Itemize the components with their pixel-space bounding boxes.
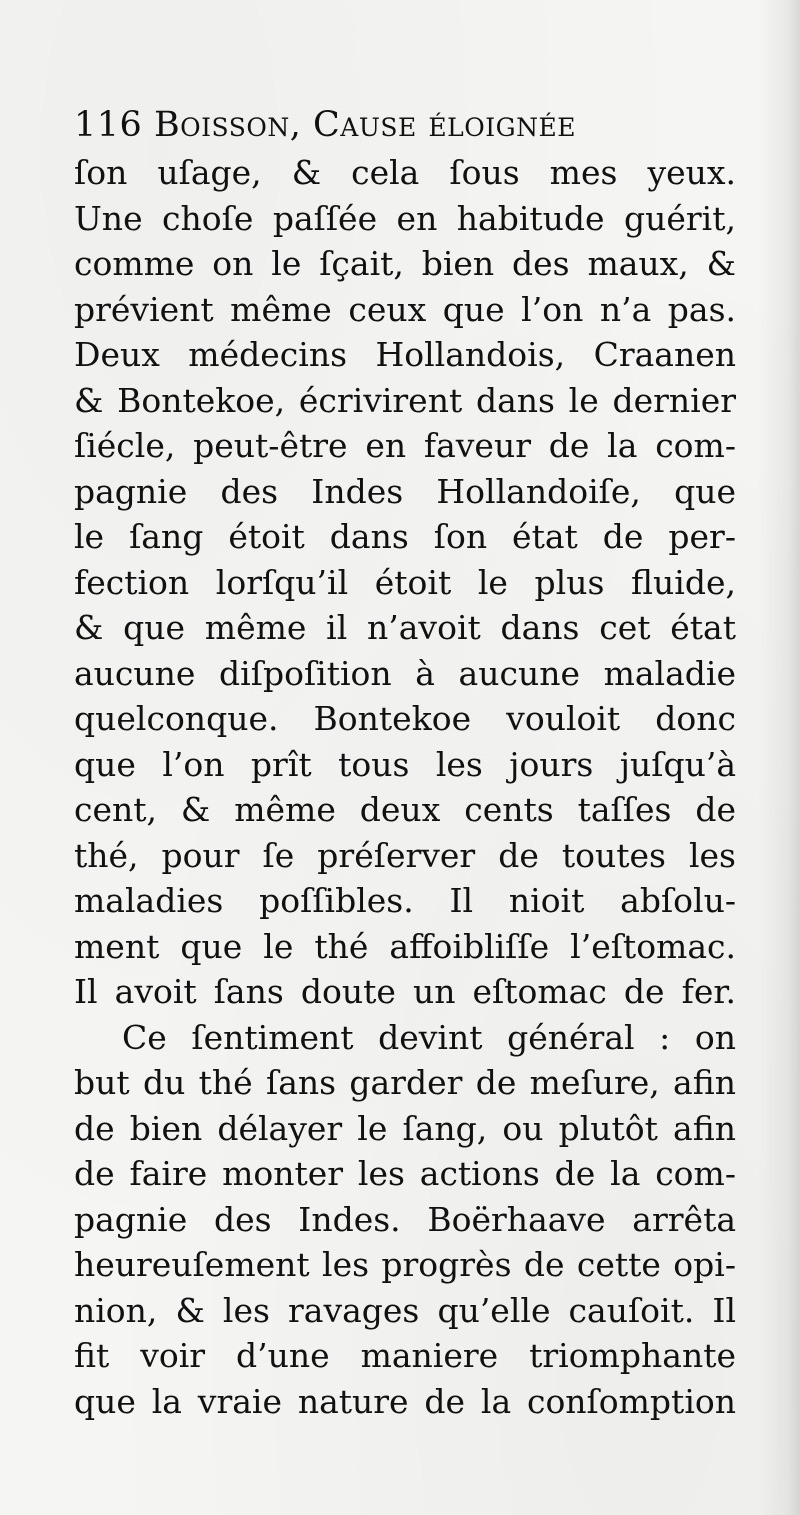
text-line: ſiécle, peut-être en faveur de la com- [74, 426, 736, 465]
text-line: ſon uſage, & cela ſous mes yeux. [74, 153, 736, 192]
text-line: que l’on prît tous les jours juſqu’à [74, 744, 736, 784]
text-line: cent, & même deux cents taſſes de [74, 790, 736, 829]
text-line: nion, & les ravages qu’elle cauſoit. Il [74, 1290, 736, 1330]
text-line: que la vraie nature de la conſomption [74, 1381, 736, 1421]
text-line: fection lorſqu’il étoit le plus fluide, [74, 562, 736, 602]
text-line: but du thé ſans garder de meſure, afin [74, 1063, 736, 1102]
text-line: quelconque. Bontekoe vouloit donc [74, 699, 736, 738]
text-line: & Bontekoe, écrivirent dans le dernier [74, 380, 736, 420]
running-title: Boisson, Cause éloignée [153, 105, 576, 145]
text-line: pagnie des Indes. Boërhaave arrêta [74, 1199, 736, 1239]
page-text [74, 100, 736, 1424]
text-line: pagnie des Indes Hollandoiſe, que [74, 471, 736, 511]
text-line: comme on le ſçait, bien des maux, & [74, 244, 736, 283]
text-line: Une choſe paſſée en habitude guérit, [74, 198, 736, 238]
text-line: prévient même ceux que l’on n’a pas. [74, 289, 736, 329]
text-line: le ſang étoit dans ſon état de per- [74, 517, 736, 556]
paragraph-start-line: Ce ſentiment devint général : on [122, 1017, 736, 1057]
text-line: thé, pour ſe préſerver de toutes les [74, 835, 736, 875]
text-line: Deux médecins Hollandois, Craanen [74, 335, 736, 374]
text-line: Il avoit ſans doute un eſtomac de fer. [74, 972, 736, 1011]
page-number: 116 [74, 105, 143, 145]
text-line: heureuſement les progrès de cette opi- [74, 1245, 736, 1284]
text-line: maladies poſſibles. Il nioit abſolu- [74, 881, 736, 920]
text-line: ment que le thé affoibliſſe l’eſtomac. [74, 926, 736, 966]
text-line: aucune diſpoſition à aucune maladie [74, 653, 736, 693]
text-line: & que même il n’avoit dans cet état [74, 608, 736, 647]
text-line: de bien délayer le ſang, ou plutôt afin [74, 1108, 736, 1148]
running-header [74, 100, 736, 150]
text-line: de faire monter les actions de la com- [74, 1154, 736, 1193]
text-line: fit voir d’une maniere triomphante [74, 1336, 736, 1375]
page-edge-shadow [758, 0, 800, 1515]
